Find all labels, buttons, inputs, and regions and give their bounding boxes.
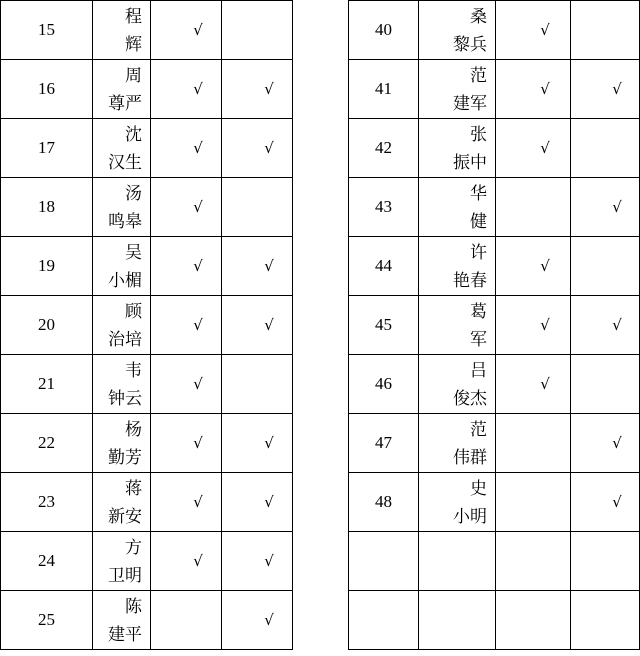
checkmark: √	[612, 80, 622, 98]
left-roster-body	[1, 1, 293, 650]
row-number: 41	[349, 60, 419, 119]
given-name: 黎兵	[453, 35, 487, 55]
person-name-cell	[419, 532, 496, 591]
checkmark: √	[264, 257, 274, 275]
check-cell-2	[571, 414, 640, 473]
checkmark: √	[612, 493, 622, 511]
table-row	[1, 591, 293, 650]
given-name: 尊严	[108, 94, 142, 114]
person-name-cell	[419, 473, 496, 532]
check-cell-2	[571, 532, 640, 591]
row-number: 40	[349, 1, 419, 60]
table-row	[1, 473, 293, 532]
surname: 史	[470, 479, 487, 499]
given-name: 小楣	[108, 271, 142, 291]
surname: 方	[125, 538, 142, 558]
surname: 许	[470, 243, 487, 263]
checkmark: √	[193, 493, 203, 511]
checkmark: √	[193, 552, 203, 570]
check-cell-2	[222, 355, 293, 414]
check-cell-1	[151, 237, 222, 296]
table-row	[349, 60, 640, 119]
person-name-cell	[93, 60, 151, 119]
check-cell-1	[496, 355, 571, 414]
table-row	[349, 532, 640, 591]
given-name: 军	[470, 330, 487, 350]
checkmark: √	[264, 552, 274, 570]
check-cell-1	[151, 532, 222, 591]
check-cell-1	[151, 591, 222, 650]
checkmark: √	[540, 21, 550, 39]
check-cell-1	[496, 119, 571, 178]
table-row	[349, 414, 640, 473]
check-cell-1	[151, 355, 222, 414]
check-cell-2	[222, 591, 293, 650]
checkmark: √	[612, 434, 622, 452]
check-cell-1	[496, 60, 571, 119]
row-number: 43	[349, 178, 419, 237]
check-cell-1	[496, 532, 571, 591]
row-number: 44	[349, 237, 419, 296]
given-name: 建军	[453, 94, 487, 114]
row-number: 47	[349, 414, 419, 473]
person-name-cell	[93, 473, 151, 532]
person-name-cell	[93, 296, 151, 355]
person-name-cell	[93, 532, 151, 591]
table-row	[349, 296, 640, 355]
checkmark: √	[264, 80, 274, 98]
person-name-cell	[419, 591, 496, 650]
surname: 吴	[125, 243, 142, 263]
right-roster-table	[348, 0, 640, 650]
checkmark: √	[193, 316, 203, 334]
person-name-cell	[93, 355, 151, 414]
row-number: 45	[349, 296, 419, 355]
check-cell-2	[571, 591, 640, 650]
row-number: 46	[349, 355, 419, 414]
table-row	[349, 178, 640, 237]
row-number: 18	[1, 178, 93, 237]
checkmark: √	[612, 316, 622, 334]
check-cell-2	[222, 60, 293, 119]
checkmark: √	[193, 80, 203, 98]
row-number: 16	[1, 60, 93, 119]
given-name: 治培	[108, 330, 142, 350]
row-number: 42	[349, 119, 419, 178]
check-cell-2	[222, 414, 293, 473]
person-name-cell	[93, 414, 151, 473]
surname: 蒋	[125, 479, 142, 499]
checkmark: √	[193, 257, 203, 275]
given-name: 钟云	[108, 389, 142, 409]
checkmark: √	[540, 375, 550, 393]
check-cell-2	[222, 1, 293, 60]
checkmark: √	[264, 493, 274, 511]
person-name-cell	[419, 60, 496, 119]
surname: 张	[470, 125, 487, 145]
given-name: 伟群	[453, 448, 487, 468]
given-name: 鸣皋	[108, 212, 142, 232]
check-cell-2	[222, 473, 293, 532]
check-cell-2	[571, 119, 640, 178]
check-cell-2	[571, 237, 640, 296]
check-cell-1	[496, 1, 571, 60]
surname: 周	[125, 66, 142, 86]
checkmark: √	[540, 139, 550, 157]
check-cell-1	[496, 414, 571, 473]
checkmark: √	[540, 80, 550, 98]
table-row	[1, 1, 293, 60]
table-row	[1, 532, 293, 591]
checkmark: √	[540, 316, 550, 334]
surname: 杨	[125, 420, 142, 440]
surname: 范	[470, 420, 487, 440]
check-cell-1	[496, 296, 571, 355]
table-row	[1, 60, 293, 119]
row-number	[349, 532, 419, 591]
check-cell-2	[222, 119, 293, 178]
checkmark: √	[193, 375, 203, 393]
left-roster-table	[0, 0, 293, 650]
given-name: 小明	[453, 507, 487, 527]
table-row	[349, 591, 640, 650]
given-name: 勤芳	[108, 448, 142, 468]
row-number: 48	[349, 473, 419, 532]
surname: 程	[125, 7, 142, 27]
table-row	[1, 119, 293, 178]
person-name-cell	[93, 591, 151, 650]
row-number: 24	[1, 532, 93, 591]
checkmark: √	[612, 198, 622, 216]
row-number: 19	[1, 237, 93, 296]
surname: 范	[470, 66, 487, 86]
check-cell-2	[571, 60, 640, 119]
row-number: 22	[1, 414, 93, 473]
table-row	[1, 355, 293, 414]
person-name-cell	[419, 178, 496, 237]
row-number: 15	[1, 1, 93, 60]
check-cell-2	[571, 355, 640, 414]
row-number: 17	[1, 119, 93, 178]
table-row	[1, 237, 293, 296]
check-cell-1	[151, 1, 222, 60]
check-cell-2	[571, 1, 640, 60]
right-roster-body	[349, 1, 640, 650]
person-name-cell	[93, 237, 151, 296]
surname: 桑	[470, 7, 487, 27]
check-cell-2	[571, 473, 640, 532]
given-name: 健	[470, 212, 487, 232]
row-number: 25	[1, 591, 93, 650]
person-name-cell	[419, 355, 496, 414]
check-cell-1	[151, 178, 222, 237]
check-cell-2	[222, 296, 293, 355]
check-cell-1	[151, 414, 222, 473]
check-cell-1	[151, 473, 222, 532]
person-name-cell	[419, 237, 496, 296]
person-name-cell	[93, 119, 151, 178]
surname: 陈	[125, 597, 142, 617]
table-row	[1, 178, 293, 237]
check-cell-1	[151, 60, 222, 119]
table-row	[349, 355, 640, 414]
surname: 韦	[125, 361, 142, 381]
person-name-cell	[419, 414, 496, 473]
check-cell-1	[151, 119, 222, 178]
row-number: 21	[1, 355, 93, 414]
checkmark: √	[264, 611, 274, 629]
table-row	[349, 1, 640, 60]
person-name-cell	[93, 1, 151, 60]
given-name: 汉生	[108, 153, 142, 173]
given-name: 建平	[108, 625, 142, 645]
check-cell-1	[496, 473, 571, 532]
check-cell-2	[571, 296, 640, 355]
row-number: 20	[1, 296, 93, 355]
given-name: 辉	[125, 35, 142, 55]
person-name-cell	[419, 296, 496, 355]
checkmark: √	[264, 139, 274, 157]
checkmark: √	[193, 434, 203, 452]
checkmark: √	[193, 139, 203, 157]
table-row	[349, 237, 640, 296]
check-cell-2	[222, 237, 293, 296]
table-row	[349, 119, 640, 178]
check-cell-1	[496, 591, 571, 650]
given-name: 艳春	[453, 271, 487, 291]
checkmark: √	[264, 434, 274, 452]
check-cell-1	[496, 237, 571, 296]
surname: 汤	[125, 184, 142, 204]
given-name: 俊杰	[453, 389, 487, 409]
check-cell-1	[151, 296, 222, 355]
checkmark: √	[264, 316, 274, 334]
check-cell-2	[222, 532, 293, 591]
given-name: 卫明	[108, 566, 142, 586]
surname: 顾	[125, 302, 142, 322]
check-cell-2	[222, 178, 293, 237]
check-cell-1	[496, 178, 571, 237]
checkmark: √	[193, 21, 203, 39]
person-name-cell	[419, 1, 496, 60]
surname: 葛	[470, 302, 487, 322]
surname: 华	[470, 184, 487, 204]
checkmark: √	[540, 257, 550, 275]
person-name-cell	[419, 119, 496, 178]
given-name: 振中	[453, 153, 487, 173]
row-number: 23	[1, 473, 93, 532]
row-number	[349, 591, 419, 650]
given-name: 新安	[108, 507, 142, 527]
table-row	[349, 473, 640, 532]
surname: 沈	[125, 125, 142, 145]
surname: 吕	[470, 361, 487, 381]
table-row	[1, 414, 293, 473]
check-cell-2	[571, 178, 640, 237]
table-row	[1, 296, 293, 355]
checkmark: √	[193, 198, 203, 216]
person-name-cell	[93, 178, 151, 237]
